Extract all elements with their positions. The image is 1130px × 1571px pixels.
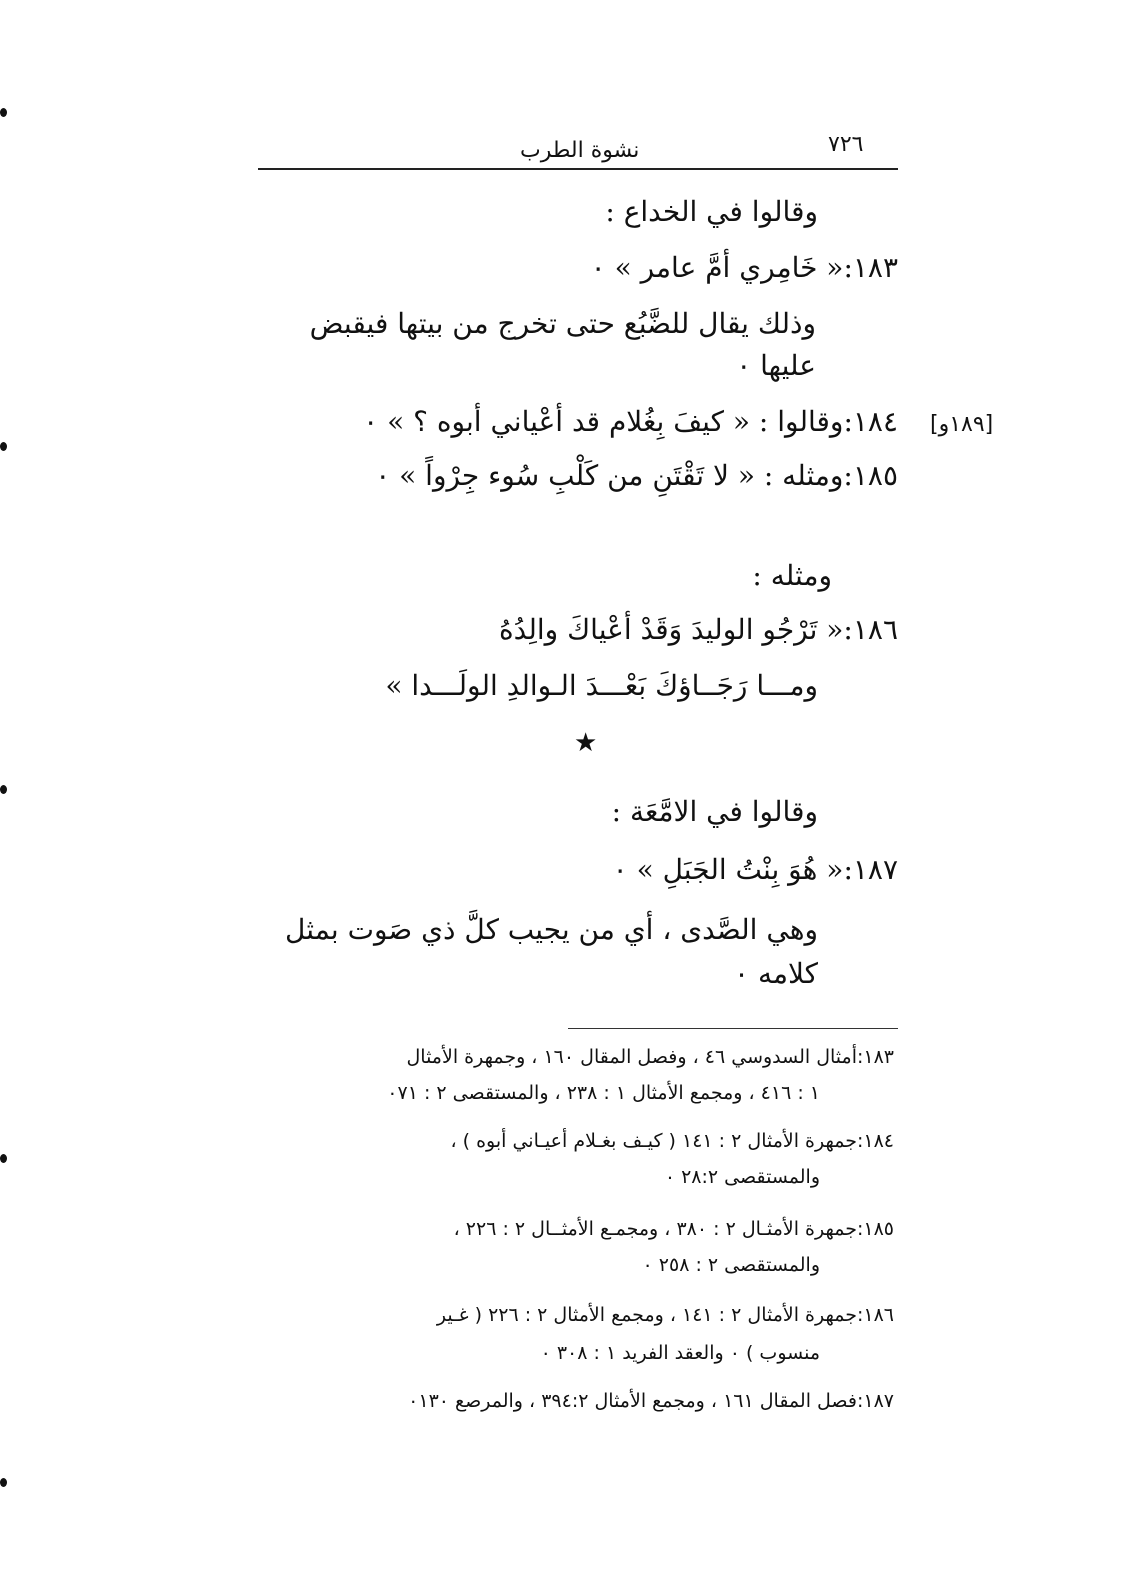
section-star-icon: ★ [574, 728, 598, 758]
footnote-183-cont: ١ : ٤١٦ ، ومجمع الأمثال ١ : ٢٣٨ ، والمستقصى ٢ : ٠٧١ [387, 1082, 820, 1104]
edge-mark [0, 108, 7, 117]
footnote-186-cont: منسوب ) ٠ والعقد الفريد ١ : ٣٠٨ ٠ [540, 1342, 820, 1364]
edge-mark [0, 1154, 7, 1163]
proverb-187: ١٨٧:« هُوَ بِنْتُ الجَبَلِ » ٠ [612, 853, 898, 886]
proverb-185: ١٨٥:ومثله : « لا تَقْتَنِ من كَلْبِ سُوء جِرْواً » ٠ [375, 459, 898, 492]
body-line: وقالوا في الامَّعَة : [611, 795, 818, 828]
footnote-184: ١٨٤:جمهرة الأمثال ٢ : ١٤١ ( كيـف بغـلام أعيـاني أبوه ) ، [450, 1130, 894, 1152]
footnote-rule [568, 1028, 898, 1029]
proverb-186: ١٨٦:« تَرْجُو الوليدَ وَقَدْ أعْياكَ والِدُهُ [498, 613, 898, 646]
body-line: وقالوا في الخداع : [605, 195, 818, 228]
running-title: نشوة الطرب [520, 138, 640, 163]
footnote-185-cont: والمستقصى ٢ : ٢٥٨ ٠ [642, 1254, 820, 1276]
footnote-183: ١٨٣:أمثال السدوسي ٤٦ ، وفصل المقال ١٦٠ ، وجمهرة الأمثال [406, 1046, 894, 1068]
page-number: ٧٢٦ [828, 132, 864, 157]
verse-line: ومـــا رَجَــاؤكَ بَعْـــدَ الـوالدِ الولَـــدا » [385, 669, 818, 702]
header-rule [258, 168, 898, 170]
footnote-187: ١٨٧:فصل المقال ١٦١ ، ومجمع الأمثال ٣٩٤:٢ ، والمرصع ٠١٣٠ [408, 1390, 894, 1412]
margin-folio-reference: [١٨٩و] [930, 412, 994, 437]
body-line: ومثله : [752, 559, 832, 592]
body-line: كلامه ٠ [734, 957, 818, 990]
body-line: وذلك يقال للضَّبُع حتى تخرج من بيتها فيقبض [309, 307, 816, 340]
edge-mark [0, 442, 7, 451]
proverb-184: ١٨٤:وقالوا : « كيفَ بِغُلام قد أعْياني أبوه ؟ » ٠ [363, 405, 898, 438]
footnote-185: ١٨٥:جمهرة الأمثـال ٢ : ٣٨٠ ، ومجمـع الأمثــال ٢ : ٢٢٦ ، [453, 1218, 894, 1240]
footnote-186: ١٨٦:جمهرة الأمثال ٢ : ١٤١ ، ومجمع الأمثال ٢ : ٢٢٦ ( غـير [436, 1304, 894, 1326]
edge-mark [0, 785, 7, 794]
body-line: وهي الصَّدى ، أي من يجيب كلَّ ذي صَوت بمثل [285, 913, 818, 946]
body-line: عليها ٠ [736, 349, 816, 382]
footnote-184-cont: والمستقصى ٢٨:٢ ٠ [664, 1166, 820, 1188]
edge-mark [0, 1478, 7, 1487]
proverb-183: ١٨٣:« خَامِري أمَّ عامر » ٠ [590, 251, 898, 284]
